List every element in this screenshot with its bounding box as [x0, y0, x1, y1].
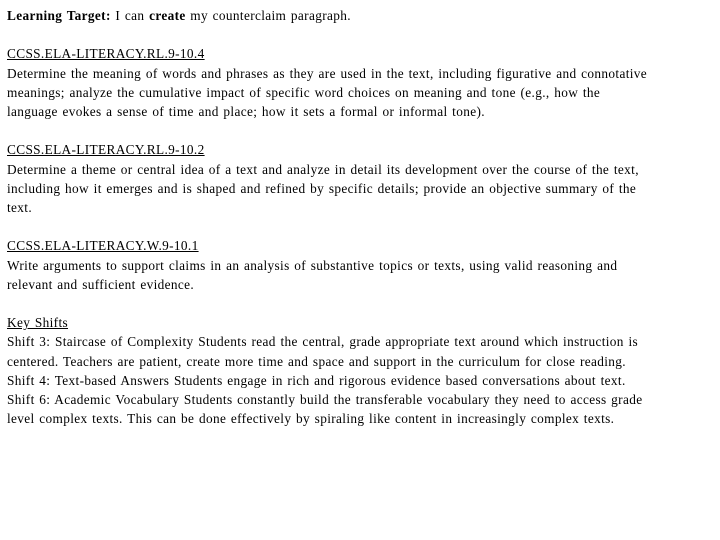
standard-rl-9-10-4 [7, 44, 713, 121]
key-shifts-section [7, 313, 713, 428]
standard-text-line: meanings; analyze the cumulative impact of specific word choices on meaning and tone (e.g., how the [7, 84, 601, 100]
key-shift-line: Shift 6: Academic Vocabulary Students constantly build the transferable vocabulary they need to access grade [7, 392, 643, 407]
document-page [7, 6, 713, 428]
standard-code: CCSS.ELA-LITERACY.RL.9-10.2 [7, 142, 205, 158]
learning-target-text-before: I can [110, 8, 150, 23]
standard-text-line: language evokes a sense of time and place; how it sets a formal or informal tone). [7, 104, 485, 119]
standard-text-line: text. [7, 200, 33, 215]
key-shift-line: Shift 3: Staircase of Complexity Students read the central, grade appropriate text around which instruction is [7, 334, 639, 350]
learning-target [7, 6, 713, 25]
key-shifts-heading: Key Shifts [7, 315, 69, 331]
key-shift-line: Shift 4: Text-based Answers Students engage in rich and rigorous evidence based conversations about text. [7, 372, 626, 388]
learning-target-label: Learning Target: [7, 8, 111, 23]
standard-w-9-10-1 [7, 236, 713, 294]
standard-text-line: relevant and sufficient evidence. [7, 276, 195, 292]
key-shift-line: level complex texts. This can be done effectively by spiraling like content in increasingly complex texts. [7, 411, 615, 427]
standard-code: CCSS.ELA-LITERACY.RL.9-10.4 [7, 46, 205, 62]
standard-text-line: Determine the meaning of words and phrases as they are used in the text, including figurative and connotative [7, 65, 648, 81]
standard-rl-9-10-2 [7, 140, 713, 217]
standard-text-line: Determine a theme or central idea of a text and analyze in detail its development over the course of the text, [7, 161, 639, 177]
standard-code: CCSS.ELA-LITERACY.W.9-10.1 [7, 238, 199, 254]
learning-target-emphasis: create [149, 8, 186, 23]
standard-text-line: including how it emerges and is shaped and refined by specific details; provide an objective summary of the [7, 180, 637, 196]
key-shift-line: centered. Teachers are patient, create more time and space and support in the curriculum for close reading. [7, 353, 626, 369]
standard-text-line: Write arguments to support claims in an analysis of substantive topics or texts, using valid reasoning and [7, 257, 618, 273]
learning-target-text-after: my counterclaim paragraph. [185, 8, 351, 23]
